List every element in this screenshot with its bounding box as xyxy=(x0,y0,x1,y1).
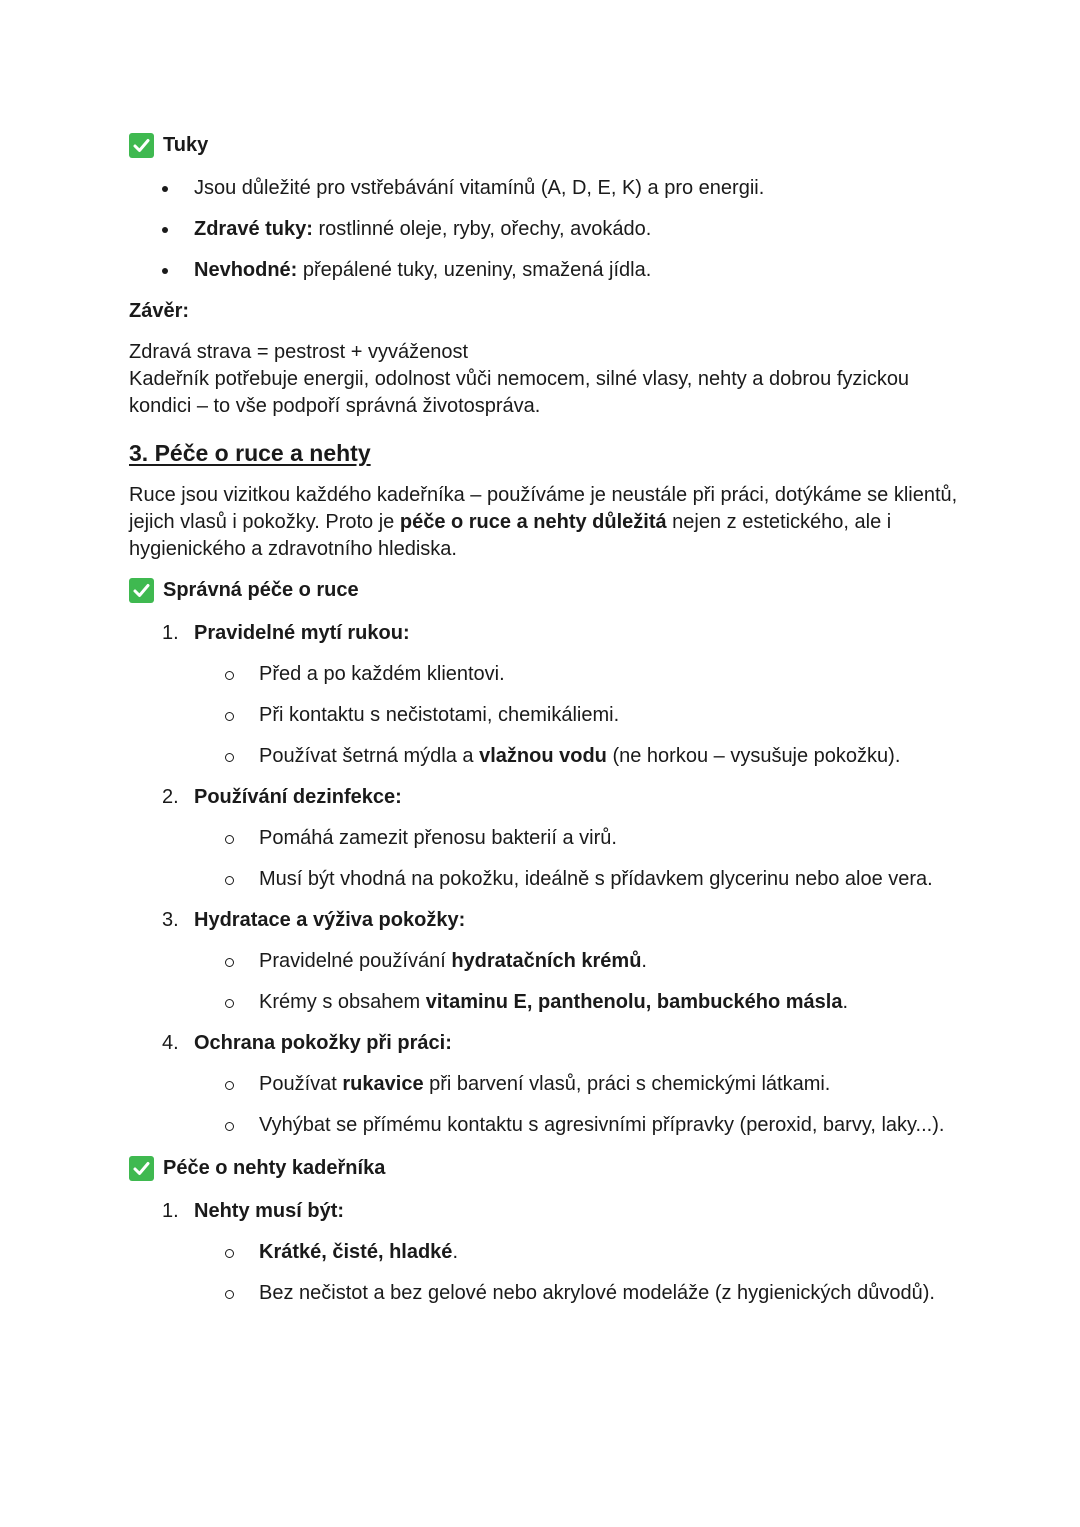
circle-bullet-icon xyxy=(225,1290,234,1299)
section-intro: Ruce jsou vizitkou každého kadeřníka – používáme je neustále při práci, dotýkáme se klientů, jejich vlasů i pokožky. Proto je péče o ruce a nehty důležitá nejen z estetického, ale i hygienického a zdravotního hlediska. xyxy=(129,484,958,560)
step-title: Nehty musí být: xyxy=(194,1200,345,1222)
circle-bullet-icon xyxy=(225,999,234,1008)
zaver-line-2: Kadeřník potřebuje energii, odolnost vůči nemocem, silné vlasy, nehty a dobrou fyzickou kondici – to vše podpoří správná životospráva. xyxy=(129,368,910,417)
pece-ruce-steps xyxy=(129,620,959,1139)
circle-bullet-icon xyxy=(225,1122,234,1131)
list-item: Používat rukavice při barvení vlasů, práci s chemickými látkami. xyxy=(194,1071,959,1098)
sub-list xyxy=(194,661,959,770)
sub-list xyxy=(194,948,959,1016)
circle-bullet-icon xyxy=(225,1081,234,1090)
list-item: Při kontaktu s nečistotami, chemikáliemi. xyxy=(194,702,959,729)
step-item xyxy=(129,907,959,1016)
step-item xyxy=(129,1198,959,1307)
step-number: 3. xyxy=(162,909,179,931)
step-item xyxy=(129,784,959,893)
circle-bullet-icon xyxy=(225,753,234,762)
circle-bullet-icon xyxy=(225,958,234,967)
circle-bullet-icon xyxy=(225,1249,234,1258)
list-item: Používat šetrná mýdla a vlažnou vodu (ne horkou – vysušuje pokožku). xyxy=(194,743,959,770)
tuky-heading xyxy=(129,128,959,162)
step-item xyxy=(129,1030,959,1139)
tuky-list xyxy=(129,175,959,284)
list-item: Krémy s obsahem vitaminu E, panthenolu, bambuckého másla. xyxy=(194,989,959,1016)
check-mark-icon xyxy=(129,578,154,603)
section-title: 3. Péče o ruce a nehty xyxy=(129,440,371,466)
zaver-line-1: Zdravá strava = pestrost + vyváženost xyxy=(129,341,469,363)
list-item: Krátké, čisté, hladké. xyxy=(194,1239,959,1266)
bullet-icon xyxy=(162,268,168,274)
step-title: Používání dezinfekce: xyxy=(194,786,402,808)
circle-bullet-icon xyxy=(225,671,234,680)
list-item: Nevhodné: přepálené tuky, uzeniny, smažená jídla. xyxy=(129,257,959,284)
pece-nehty-heading-label: Péče o nehty kadeřníka xyxy=(163,1156,386,1179)
sub-list xyxy=(194,1239,959,1307)
circle-bullet-icon xyxy=(225,835,234,844)
tuky-heading-label: Tuky xyxy=(163,133,209,156)
list-item: Bez nečistot a bez gelové nebo akrylové modeláže (z hygienických důvodů). xyxy=(194,1280,959,1307)
check-mark-icon xyxy=(129,133,154,158)
circle-bullet-icon xyxy=(225,876,234,885)
step-number: 2. xyxy=(162,786,179,808)
document-page xyxy=(129,128,959,1307)
bullet-icon xyxy=(162,186,168,192)
step-number: 1. xyxy=(162,622,179,644)
bullet-icon xyxy=(162,227,168,233)
step-number: 4. xyxy=(162,1032,179,1054)
step-number: 1. xyxy=(162,1200,179,1222)
step-title: Pravidelné mytí rukou: xyxy=(194,622,410,644)
list-item: Pomáhá zamezit přenosu bakterií a virů. xyxy=(194,825,959,852)
step-item xyxy=(129,620,959,770)
step-title: Ochrana pokožky při práci: xyxy=(194,1032,452,1054)
list-item: Vyhýbat se přímému kontaktu s agresivními přípravky (peroxid, barvy, laky...). xyxy=(194,1112,959,1139)
list-item: Zdravé tuky: rostlinné oleje, ryby, ořechy, avokádo. xyxy=(129,216,959,243)
sub-list xyxy=(194,825,959,893)
list-item: Jsou důležité pro vstřebávání vitamínů (A, D, E, K) a pro energii. xyxy=(129,175,959,202)
check-mark-icon xyxy=(129,1156,154,1181)
sub-list xyxy=(194,1071,959,1139)
pece-nehty-heading xyxy=(129,1151,959,1185)
step-title: Hydratace a výživa pokožky: xyxy=(194,909,466,931)
pece-nehty-steps xyxy=(129,1198,959,1307)
circle-bullet-icon xyxy=(225,712,234,721)
zaver-heading: Závěr: xyxy=(129,300,190,322)
list-item: Musí být vhodná na pokožku, ideálně s přídavkem glycerinu nebo aloe vera. xyxy=(194,866,959,893)
pece-ruce-heading-label: Správná péče o ruce xyxy=(163,578,359,601)
list-item: Před a po každém klientovi. xyxy=(194,661,959,688)
pece-ruce-heading xyxy=(129,573,959,607)
list-item: Pravidelné používání hydratačních krémů. xyxy=(194,948,959,975)
